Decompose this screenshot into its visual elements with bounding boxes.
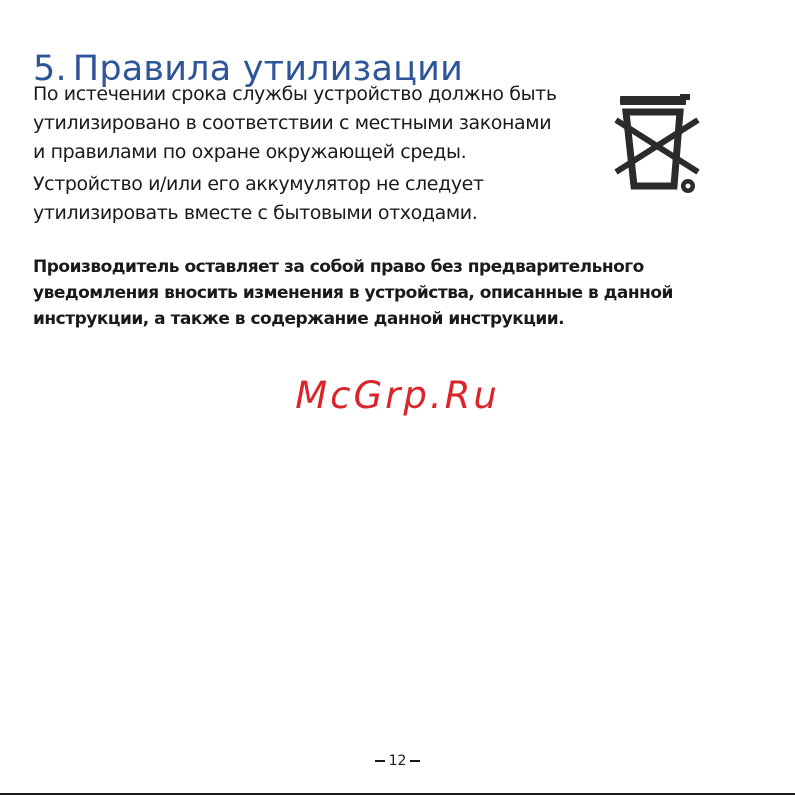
bin-wheel-hub bbox=[686, 184, 691, 189]
battery-paragraph-line: утилизировать вместе с бытовыми отходами. bbox=[33, 202, 478, 224]
battery-paragraph-line: Устройство и/или его аккумулятор не следует bbox=[33, 173, 484, 195]
disposal-paragraph-line: По истечении срока службы устройство должно быть bbox=[33, 83, 557, 105]
watermark: McGrp.Ru bbox=[295, 374, 500, 417]
page-number-dash-right bbox=[410, 760, 420, 762]
section-number: 5. bbox=[33, 49, 67, 90]
manufacturer-notice-line: инструкции, а также в содержание данной инструкции. bbox=[33, 309, 565, 329]
page-number-dash-left bbox=[375, 760, 385, 762]
page-number-text: 12 bbox=[388, 753, 407, 769]
manufacturer-notice bbox=[33, 254, 773, 332]
bin-handle bbox=[680, 94, 690, 100]
disposal-paragraph-line: и правилами по охране окружающей среды. bbox=[33, 141, 467, 163]
manufacturer-notice-line: уведомления вносить изменения в устройства, описанные в данной bbox=[33, 283, 673, 303]
disposal-paragraph bbox=[33, 80, 593, 167]
manufacturer-notice-line: Производитель оставляет за собой право без предварительного bbox=[33, 257, 644, 277]
battery-paragraph bbox=[33, 170, 573, 228]
disposal-paragraph-line: утилизировано в соответствии с местными законами bbox=[33, 112, 552, 134]
crossed-out-wheelie-bin-icon bbox=[612, 90, 704, 210]
page-number bbox=[0, 753, 795, 769]
bin-lid bbox=[620, 96, 686, 105]
section-title-text: Правила утилизации bbox=[72, 49, 464, 90]
